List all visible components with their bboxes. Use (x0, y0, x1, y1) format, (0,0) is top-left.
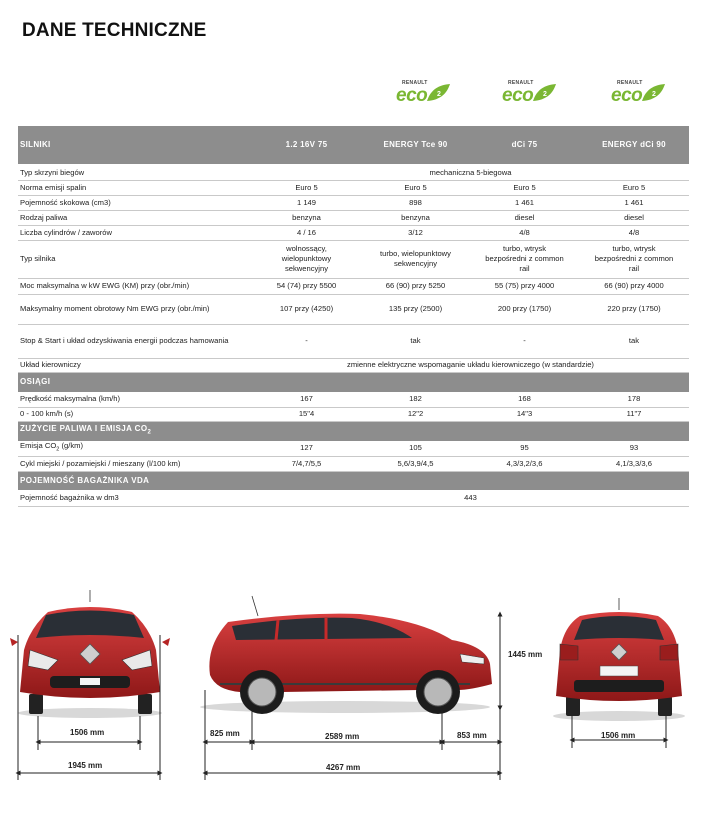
width-label: 1945 mm (68, 761, 103, 770)
car-dimensions-diagram (0, 580, 714, 823)
section-header: OSIĄGI (18, 372, 689, 392)
rear-overhang-label: 853 mm (457, 731, 487, 740)
section-header: POJEMNOŚĆ BAGAŻNIKA VDA (18, 471, 689, 490)
table-row: Układ kierowniczy zmienne elektryczne wspomaganie układu kierowniczego (w standardzie) (18, 358, 689, 372)
table-header-row (18, 126, 689, 164)
svg-text:2: 2 (652, 91, 656, 98)
engine-col-header: ENERGY dCi 90 (579, 126, 689, 164)
eco2-logo: RENAULT eco 2 (396, 80, 456, 110)
leaf-icon (425, 83, 451, 103)
engine-col-header: dCi 75 (470, 126, 579, 164)
engines-header: SILNIKI (18, 126, 252, 164)
table-row: Prędkość maksymalna (km/h) 167 182 168 178 (18, 392, 689, 407)
length-label: 4267 mm (326, 763, 361, 772)
wheelbase-label: 2589 mm (325, 732, 360, 741)
table-row: Pojemność bagażnika w dm3 443 (18, 490, 689, 506)
table-row: Rodzaj paliwa benzyna benzyna diesel diesel (18, 210, 689, 225)
front-overhang-label: 825 mm (210, 729, 240, 738)
table-row: Pojemność skokowa (cm3) 1 149 898 1 461 1 461 (18, 195, 689, 210)
leaf-icon (640, 83, 666, 103)
table-row: Maksymalny moment obrotowy Nm EWG przy (obr./min) 107 przy (4250) 135 przy (2500) 200 przy (1750) 220 przy (1750) (18, 294, 689, 324)
engine-col-header: ENERGY Tce 90 (361, 126, 470, 164)
table-row: Emisja $CO_2$ (g/km) 127 105 95 93 (18, 441, 689, 456)
table-row: Moc maksymalna w kW EWG (KM) przy (obr./min) 54 (74) przy 5500 66 (90) przy 5250 55 (75) przy 4000 66 (90) przy 4000 (18, 278, 689, 294)
leaf-icon (531, 83, 557, 103)
section-header: ZUŻYCIE PALIWA I EMISJA $CO_2$ (18, 421, 689, 441)
front-view-car (10, 590, 170, 718)
svg-text:2: 2 (543, 91, 547, 98)
table-row: Liczba cylindrów / zaworów 4 / 16 3/12 4/8 4/8 (18, 225, 689, 240)
rear-view-car (553, 598, 685, 721)
table-row: 0 - 100 km/h (s) 15"4 12"2 14"3 11"7 (18, 407, 689, 421)
table-row: Stop & Start i układ odzyskiwania energii podczas hamowania - tak - tak (18, 324, 689, 358)
eco2-logo: RENAULT eco 2 (611, 80, 671, 110)
tech-spec-table (18, 126, 689, 507)
svg-text:2: 2 (437, 91, 441, 98)
table-row: Typ skrzyni biegów mechaniczna 5-biegowa (18, 166, 689, 180)
front-track-label: 1506 mm (70, 728, 105, 737)
table-row: Norma emisji spalin Euro 5 Euro 5 Euro 5 Euro 5 (18, 180, 689, 195)
height-label: 1445 mm (508, 650, 543, 659)
eco2-logo: RENAULT eco 2 (502, 80, 562, 110)
rear-track-label: 1506 mm (601, 731, 636, 740)
table-row: Cykl miejski / pozamiejski / mieszany (l/100 km) 7/4,7/5,5 5,6/3,9/4,5 4,3/3,2/3,6 4,1/3,3/3,6 (18, 456, 689, 471)
table-row: Typ silnika wolnossący, wielopunktowy sekwencyjny turbo, wielopunktowy sekwencyjny turbo, wtrysk bezpośredni z common rail turbo, wtrysk bezpośredni z common rail (18, 240, 689, 278)
engine-col-header: 1.2 16V 75 (252, 126, 361, 164)
side-view-car (200, 596, 492, 714)
page-title: DANE TECHNICZNE (22, 20, 207, 41)
